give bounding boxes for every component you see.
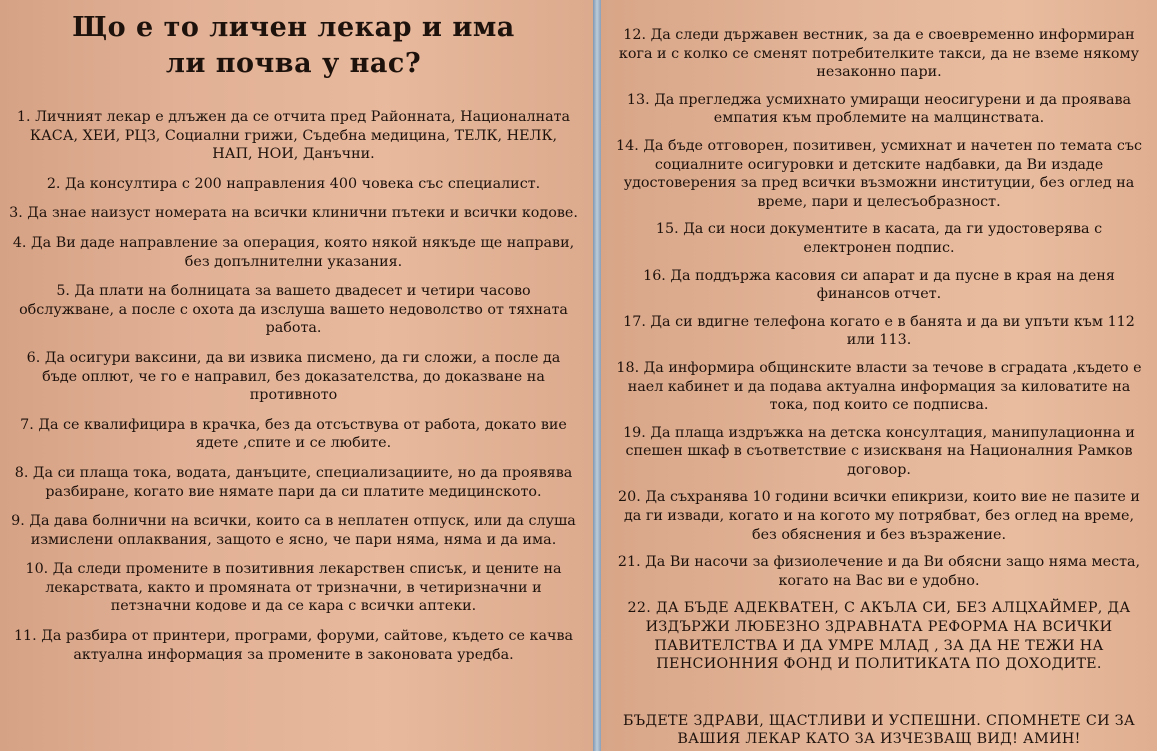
list-item: 1. Личният лекар е длъжен да се отчита пред Районната, Националната КАСА, ХЕИ, РЦЗ, Социални грижи, Съдебна медицина, ТЕЛК, НЕЛК, НАП, НОИ, Данъчни. <box>16 109 571 163</box>
list-item: 21. Да Ви насочи за физиолечение и да Ви обясни защо няма места, когато на Вас ви е удобно. <box>617 554 1141 589</box>
list-item: 12. Да следи държавен вестник, за да е своевременно информиран кога и с колко се сменят потребителките такси, да не вземе някому незаконно пари. <box>618 27 1140 81</box>
list-item: 22. ДА БЪДЕ АДЕКВАТЕН, С АКЪЛА СИ, БЕЗ АЛЦХАЙМЕР, ДА ИЗДЪРЖИ ЛЮБЕЗНО ЗДРАВНАТА РЕФОРМА НА ВСИЧКИ ПАВИТЕЛСТВА И ДА УМРЕ МЛАД , ЗА ДА НЕ ТЕЖИ НА ПЕНСИОННИЯ ФОНД И ПОЛИТИКАТА ПО ДОХОДИТЕ. <box>627 600 1131 673</box>
list-item: 19. Да плаща издръжка на детска консултация, манипулационна и спешен шкаф в съответствие с изискваня на Националния Рамков договор. <box>623 424 1135 478</box>
right-page <box>601 0 1157 751</box>
list-item: 16. Да поддържа касовия си апарат и да пусне в края на деня финансов отчет. <box>643 267 1115 303</box>
list-item: 14. Да бъде отговорен, позитивен, усмихнат и начетен по темата със социалните осигуровки и детските надбавки, да Ви издаде удостоверения за пред всички възможни институции, без оглед на време, пари и целесъобразност. <box>616 137 1142 210</box>
page-title <box>8 10 579 82</box>
list-item: 15. Да си носи документите в касата, да ги удостоверява с електронен подпис. <box>655 221 1103 256</box>
list-item: 3. Да знае наизуст номерата на всички клинични пътеки и всички кодове. <box>9 205 578 222</box>
list-item: 11. Да разбира от принтери, програми, форуми, сайтове, където се качва актуална информация за промените в законовата уредба. <box>13 628 574 663</box>
title-line-1: Що е то личен лекар и има <box>72 12 515 43</box>
closing-message: БЪДЕТЕ ЗДРАВИ, ЩАСТЛИВИ И УСПЕШНИ. СПОМНЕТЕ СИ ЗА ВАШИЯ ЛЕКАР КАТО ЗА ИЗЧЕЗВАЩ ВИД! АМИН! <box>622 712 1136 748</box>
list-item: 6. Да осигури ваксини, да ви извика писмено, да ги сложи, а после да бъде оплют, че го е направил, без доказателства, до доказване на противното <box>26 349 561 404</box>
title-line-2: ли почва у нас? <box>165 48 422 79</box>
list-item: 8. Да си плаща тока, водата, данъците, специализациите, но да проявява разбиране, когато вие нямате пари да си платите медицинското. <box>14 464 573 500</box>
list-item: 10. Да следи промените в позитивния лекарствен списък, и цените на лекарствата, както и промяната от тризначни, в четиризначни и петзначни кодове и да се кара с всички аптеки. <box>25 561 562 615</box>
page-divider <box>593 0 601 751</box>
list-item: 2. Да консултира с 200 направления 400 човека със специалист. <box>46 175 541 192</box>
list-item: 4. Да Ви даде направление за операция, която някой някъде ще направи, без допълнителни указания. <box>12 234 575 270</box>
list-item: 5. Да плати на болницата за вашето двадесет и четири часово обслужване, а после с охота да изслуша вашето недоволство от тяхната работа. <box>19 283 568 337</box>
list-item: 20. Да съхранява 10 години всички епикризи, които вие не пазите и да ги извади, когато и на когото му потрябват, без оглед на време, без обяснения и без възражение. <box>618 489 1140 543</box>
list-item: 18. Да информира общинските власти за течове в сградата ,където е наел кабинет и да подава актуална информация за киловатите на тока, под които се подписва. <box>616 359 1142 414</box>
list-item: 13. Да прегледжа усмихнато умиращи неосигурени и да проявава емпатия към проблемите на малцинствата. <box>626 91 1132 127</box>
list-item: 17. Да си вдигне телефона когато е в банята и да ви упъти към 112 или 113. <box>623 313 1135 349</box>
list-item: 7. Да се квалифицира в крачка, без да отсъствува от работа, докато вие ядете ,спите и се любите. <box>20 416 567 452</box>
list-item: 9. Да дава болнични на всички, които са в неплатен отпуск, или да слуша измислени оплаквания, защото е ясно, че пари няма, няма и да има. <box>11 513 576 548</box>
